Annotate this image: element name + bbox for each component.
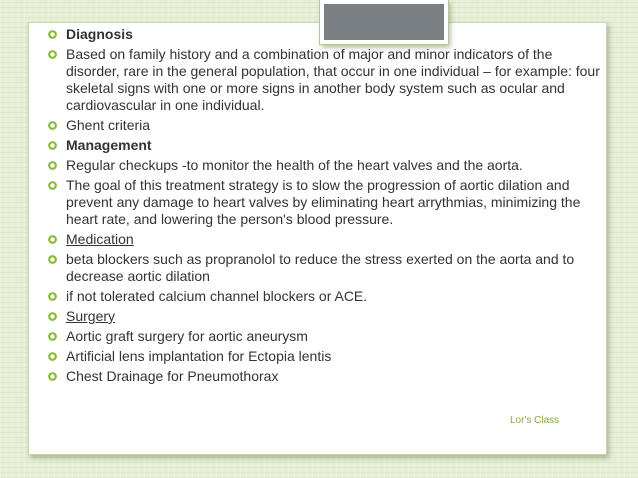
bullet-item <box>48 348 608 365</box>
bullet-text: Medication <box>66 231 134 247</box>
bullet-text: Aortic graft surgery for aortic aneurysm <box>66 328 308 344</box>
bullet-item <box>48 177 608 228</box>
bullet-item <box>48 231 608 248</box>
target-bullet-icon <box>48 50 57 59</box>
bullet-text: Based on family history and a combination of major and minor indicators of the disorder, rare in the general population, that occur in one individual – for example: four skeletal signs with one or more signs in another body system such as ocular and cardiovascular in one individual. <box>66 46 600 113</box>
bullet-text: if not tolerated calcium channel blockers or ACE. <box>66 288 368 304</box>
bullet-text: Chest Drainage for Pneumothorax <box>66 368 279 384</box>
bullet-item <box>48 251 608 285</box>
target-bullet-icon <box>48 332 57 341</box>
target-bullet-icon <box>48 161 57 170</box>
bullet-item <box>48 288 608 305</box>
target-bullet-icon <box>48 121 57 130</box>
target-bullet-icon <box>48 312 57 321</box>
bullet-item <box>48 157 608 174</box>
bullet-item <box>48 328 608 345</box>
target-bullet-icon <box>48 352 57 361</box>
target-bullet-icon <box>48 30 57 39</box>
bullet-text: Regular checkups -to monitor the health of the heart valves and the aorta. <box>66 157 523 173</box>
target-bullet-icon <box>48 235 57 244</box>
bullet-text: Management <box>66 137 152 153</box>
bullet-text: Artificial lens implantation for Ectopia lentis <box>66 348 332 364</box>
bullet-item <box>48 26 608 43</box>
target-bullet-icon <box>48 372 57 381</box>
bullet-item <box>48 117 608 134</box>
bullet-list <box>48 26 608 388</box>
target-bullet-icon <box>48 181 57 190</box>
bullet-text: beta blockers such as propranolol to reduce the stress exerted on the aorta and to decrease aortic dilation <box>66 251 575 284</box>
bullet-item <box>48 308 608 325</box>
bullet-item <box>48 137 608 154</box>
bullet-text: The goal of this treatment strategy is to slow the progression of aortic dilation and prevent any damage to heart valves by eliminating heart arrythmias, minimizing the heart rate, and lowering the person's blood pressure. <box>66 177 581 227</box>
bullet-text: Diagnosis <box>66 26 133 42</box>
bullet-item <box>48 46 608 114</box>
target-bullet-icon <box>48 141 57 150</box>
footer-credit: Lor's Class <box>510 415 560 426</box>
bullet-text: Surgery <box>66 308 116 324</box>
bullet-text: Ghent criteria <box>66 117 151 133</box>
target-bullet-icon <box>48 255 57 264</box>
target-bullet-icon <box>48 292 57 301</box>
bullet-item <box>48 368 608 385</box>
